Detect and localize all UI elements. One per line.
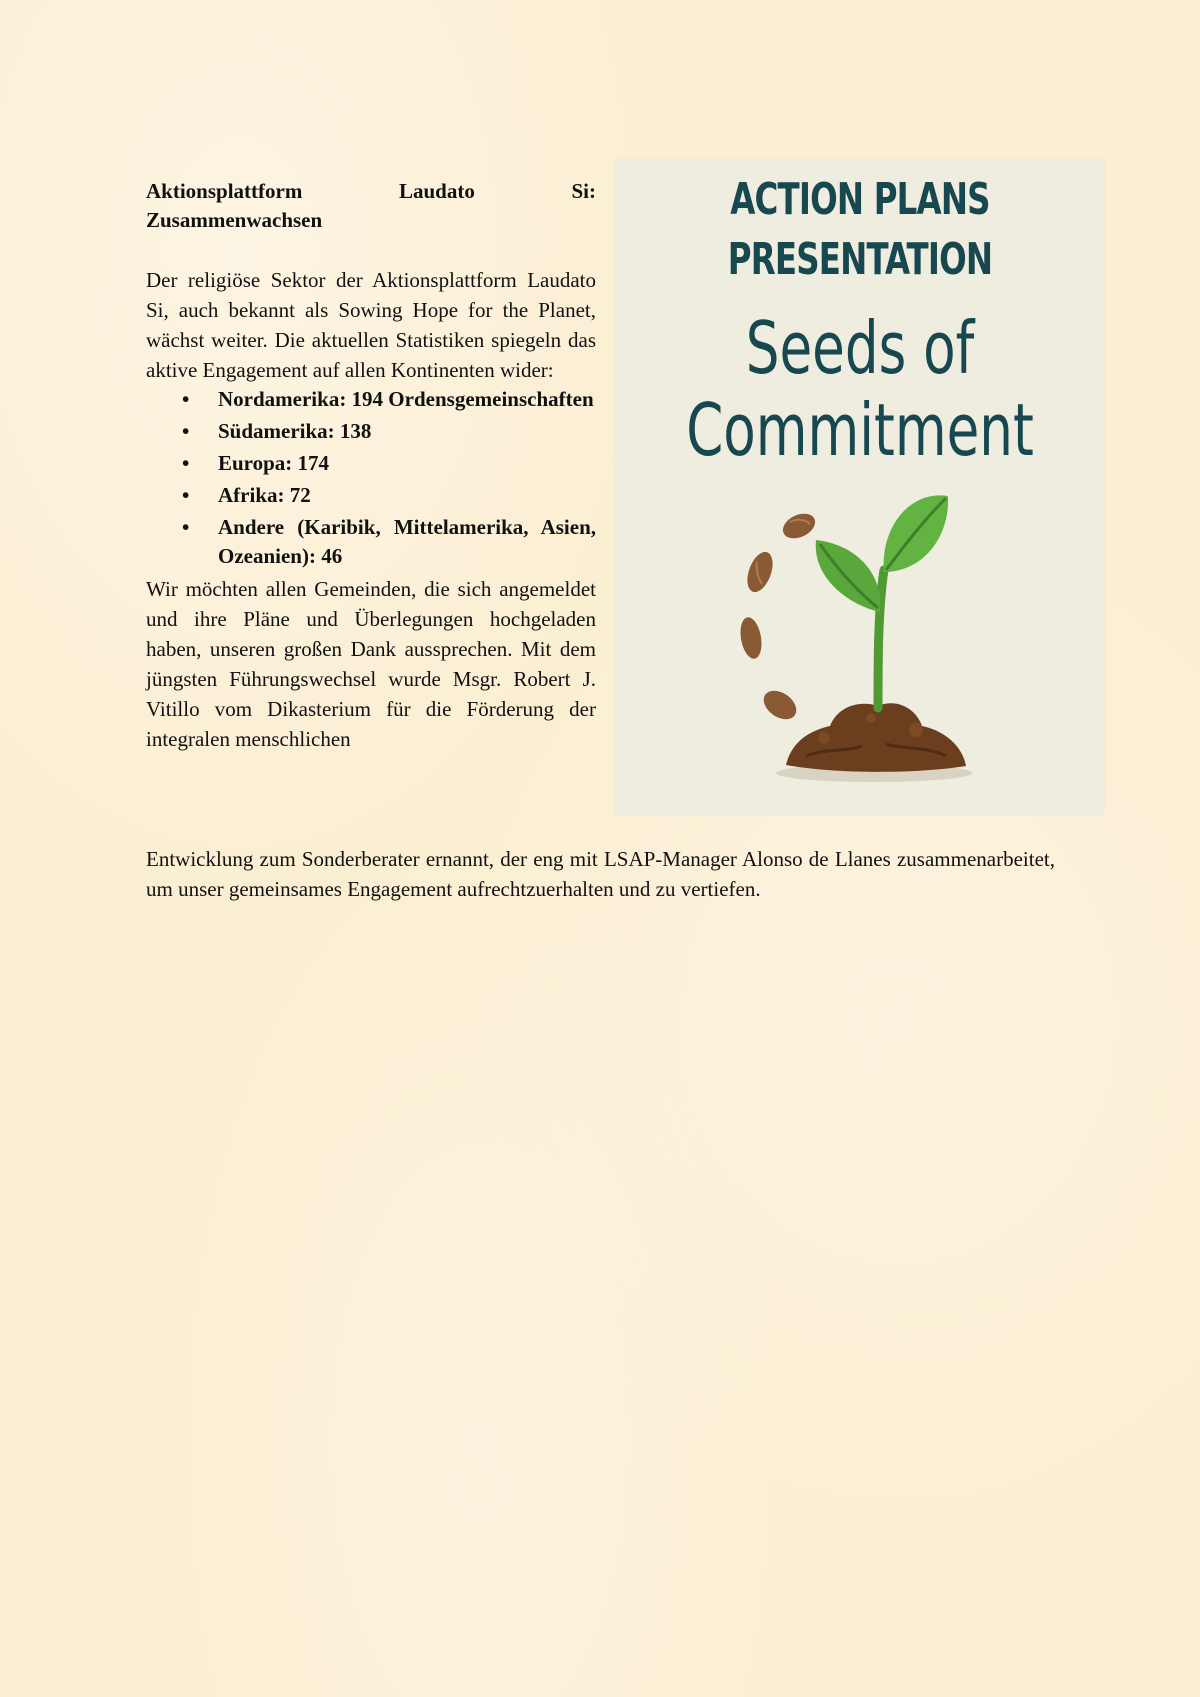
- stat-item-andere: • Andere (Karibik, Mittelamerika, Asien, Ozeanien): 46: [218, 513, 596, 571]
- seed-2: [742, 549, 777, 596]
- thanks-paragraph-continued: Entwicklung zum Sonderberater ernannt, der eng mit LSAP-Manager Alonso de Llanes zusammenarbeitet, um unser gemeinsames Engagement aufrechtzuerhalten und zu vertiefen.: [146, 847, 1055, 901]
- seed-1: [779, 509, 819, 543]
- stat-item-afrika: • Afrika: 72: [218, 481, 596, 510]
- poster-line2: PRESENTATION: [727, 234, 993, 285]
- article-heading-line1: Aktionsplattform Laudato Si:: [146, 179, 596, 203]
- stat-item-suedamerika: • Südamerika: 138: [218, 417, 596, 446]
- poster-line1: ACTION PLANS: [730, 174, 990, 225]
- sprout-illustration: [616, 160, 1104, 815]
- seed-4: [758, 685, 801, 725]
- stat-item-europa: • Europa: 174: [218, 449, 596, 478]
- sprout-stem: [878, 570, 884, 708]
- article-column: [146, 176, 596, 754]
- thanks-paragraph: Wir möchten allen Gemeinden, die sich angemeldet und ihre Pläne und Überlegungen hochgeladen haben, unseren großen Dank aussprechen. Mit dem jüngsten Führungswechsel wurde Msgr. Robert J. Vitillo vom Dikasterium für die Förderung der integralen menschlichen: [146, 577, 596, 751]
- poster-title2: Commitment: [686, 388, 1034, 472]
- seed-3: [738, 616, 765, 661]
- poster-title1: Seeds of: [745, 306, 975, 390]
- intro-paragraph: Der religiöse Sektor der Aktionsplattform Laudato Si, auch bekannt als Sowing Hope for the Planet, wächst weiter. Die aktuellen Statistiken spiegeln das aktive Engagement auf allen Kontinenten wider:: [146, 268, 596, 382]
- article-heading-line2: Zusammenwachsen: [146, 208, 323, 232]
- soil-mound: [786, 703, 966, 772]
- stats-list: [146, 385, 596, 571]
- poster-image: [616, 160, 1104, 815]
- stat-item-nordamerika: • Nordamerika: 194 Ordensgemeinschaften: [218, 385, 596, 414]
